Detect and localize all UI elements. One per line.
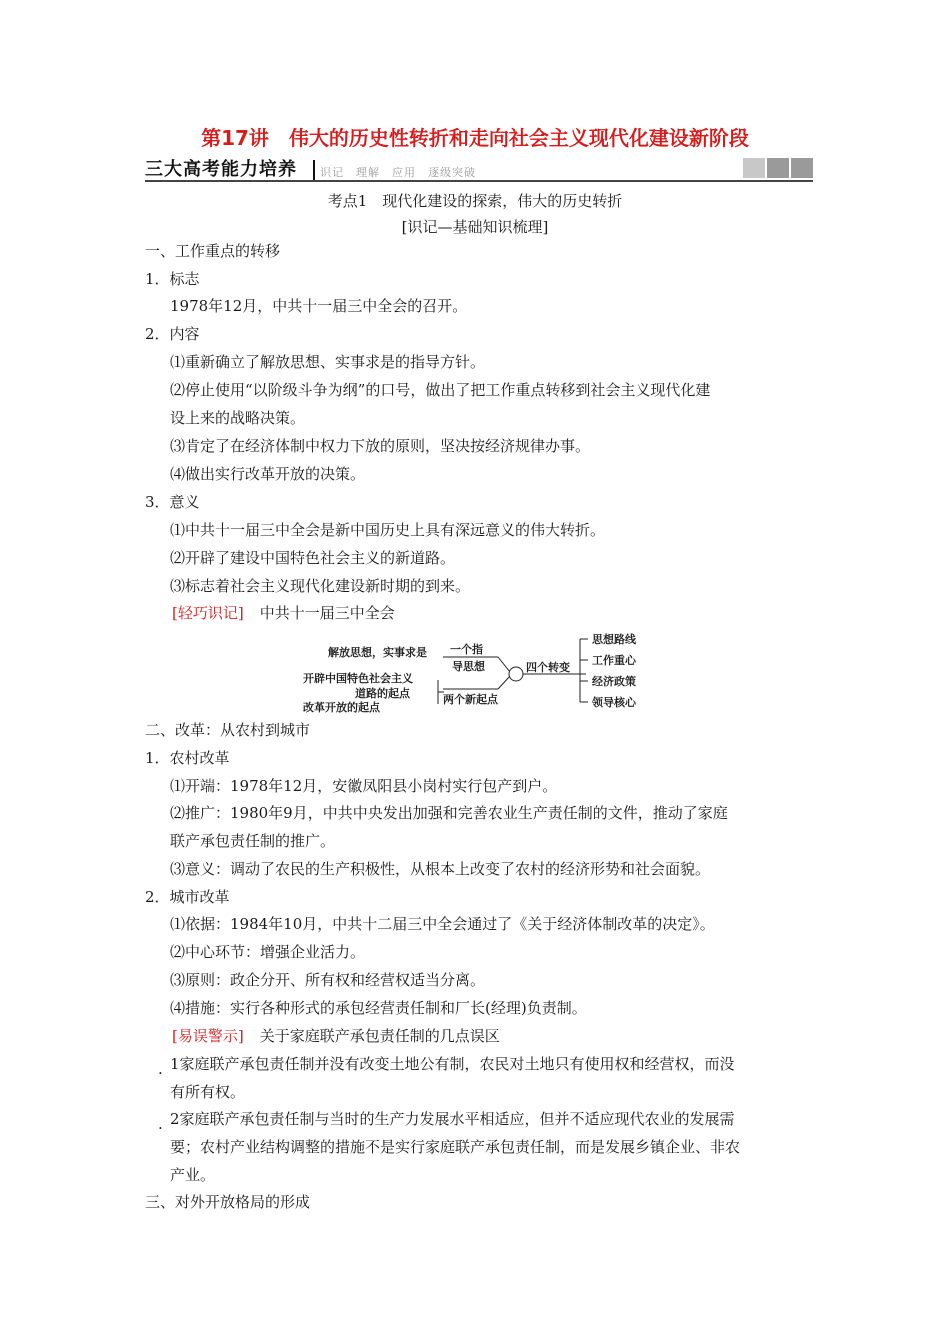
warn-item-2b: 要；农村产业结构调整的措施不是实行家庭联产承包责任制，而是发展乡镇企业、非农 <box>170 1138 741 1156</box>
diagram-left-2: 开辟中国特色社会主义 <box>303 672 413 685</box>
warn-item-2a: 2家庭联产承包责任制与当时的生产力发展水平相适应，但并不适应现代农业的发展需 <box>170 1110 735 1128</box>
qiao-line <box>172 603 395 623</box>
diagram-center: 四个转变 <box>526 661 570 674</box>
diagram-left-3: 道路的起点 <box>355 687 410 700</box>
kaodian-heading: 考点1 现代化建设的探索，伟大的历史转折 <box>327 192 623 210</box>
banner-decoration <box>743 158 813 178</box>
warn-item-2c: 产业。 <box>170 1166 216 1184</box>
banner-subtitle: 识记 理解 应用 逐级突破 <box>320 166 476 179</box>
section-3-heading: 三、对外开放格局的形成 <box>145 1193 311 1211</box>
qiao-tag: [轻巧识记] <box>172 604 244 622</box>
chengshi-item-3: ⑶原则：政企分开、所有权和经营权适当分离。 <box>170 971 486 989</box>
neirong-heading: 2．内容 <box>145 325 200 343</box>
neirong-item-2a: ⑵停止使用“以阶级斗争为纲”的口号，做出了把工作重点转移到社会主义现代化建 <box>170 381 711 399</box>
banner-underline <box>145 180 813 182</box>
warn-tag: [易误警示] <box>172 1027 244 1045</box>
chengshi-item-1: ⑴依据：1984年10月，中共十二届三中全会通过了《关于经济体制改革的决定》。 <box>170 915 715 933</box>
diagram-right-2: 工作重心 <box>592 654 636 667</box>
biaozhi-heading: 1．标志 <box>145 270 200 288</box>
section-banner <box>145 158 813 182</box>
yiyi-item-1: ⑴中共十一届三中全会是新中国历史上具有深远意义的伟大转折。 <box>170 521 606 539</box>
nongcun-heading: 1．农村改革 <box>145 749 230 767</box>
diagram-left-4: 改革开放的起点 <box>303 701 380 714</box>
biaozhi-text: 1978年12月，中共十一届三中全会的召开。 <box>170 297 468 315</box>
banner-divider <box>313 160 315 180</box>
diagram-mid-top: 一个指 <box>450 643 483 656</box>
banner-title: 三大高考能力培养 <box>145 159 297 180</box>
nongcun-item-2b: 联产承包责任制的推广。 <box>170 832 336 850</box>
page-title: 第17讲 伟大的历史性转折和走向社会主义现代化建设新阶段 <box>201 126 749 150</box>
nongcun-item-1: ⑴开端：1978年12月，安徽凤阳县小岗村实行包产到户。 <box>170 777 558 795</box>
diagram-mid-top-2: 导思想 <box>452 660 485 673</box>
yiyi-item-2: ⑵开辟了建设中国特色社会主义的新道路。 <box>170 549 456 567</box>
chengshi-item-2: ⑵中心环节：增强企业活力。 <box>170 943 366 961</box>
neirong-item-2b: 设上来的战略决策。 <box>170 409 306 427</box>
diagram-right-3: 经济政策 <box>592 675 636 688</box>
yiyi-heading: 3．意义 <box>145 493 200 511</box>
warn-item-1b: 有所有权。 <box>170 1083 246 1101</box>
memory-diagram <box>300 626 660 716</box>
bullet-dot: . <box>158 1060 163 1078</box>
warn-text: 关于家庭联产承包责任制的几点误区 <box>259 1027 500 1045</box>
diagram-left-1: 解放思想，实事求是 <box>328 646 427 659</box>
diagram-right-1: 思想路线 <box>592 633 636 646</box>
section-1-heading: 一、工作重点的转移 <box>145 242 281 260</box>
yiyi-item-3: ⑶标志着社会主义现代化建设新时期的到来。 <box>170 577 471 595</box>
jichu-subheading: [识记—基础知识梳理] <box>401 218 549 236</box>
nongcun-item-2a: ⑵推广：1980年9月，中共中央发出加强和完善农业生产责任制的文件，推动了家庭 <box>170 804 728 822</box>
neirong-item-4: ⑷做出实行改革开放的决策。 <box>170 465 366 483</box>
neirong-item-1: ⑴重新确立了解放思想、实事求是的指导方针。 <box>170 353 486 371</box>
warn-line <box>172 1026 500 1046</box>
warn-item-1a: 1家庭联产承包责任制并没有改变土地公有制，农民对土地只有使用权和经营权，而没 <box>170 1055 735 1073</box>
nongcun-item-3: ⑶意义：调动了农民的生产积极性，从根本上改变了农村的经济形势和社会面貌。 <box>170 860 711 878</box>
chengshi-item-4: ⑷措施：实行各种形式的承包经营责任制和厂长(经理)负责制。 <box>170 999 587 1017</box>
neirong-item-3: ⑶肯定了在经济体制中权力下放的原则，坚决按经济规律办事。 <box>170 437 591 455</box>
section-2-heading: 二、改革：从农村到城市 <box>145 721 311 739</box>
qiao-text: 中共十一届三中全会 <box>259 604 395 622</box>
diagram-right-4: 领导核心 <box>592 696 636 709</box>
diagram-mid-bottom: 两个新起点 <box>443 693 498 706</box>
bullet-dot: . <box>158 1115 163 1133</box>
chengshi-heading: 2．城市改革 <box>145 888 230 906</box>
